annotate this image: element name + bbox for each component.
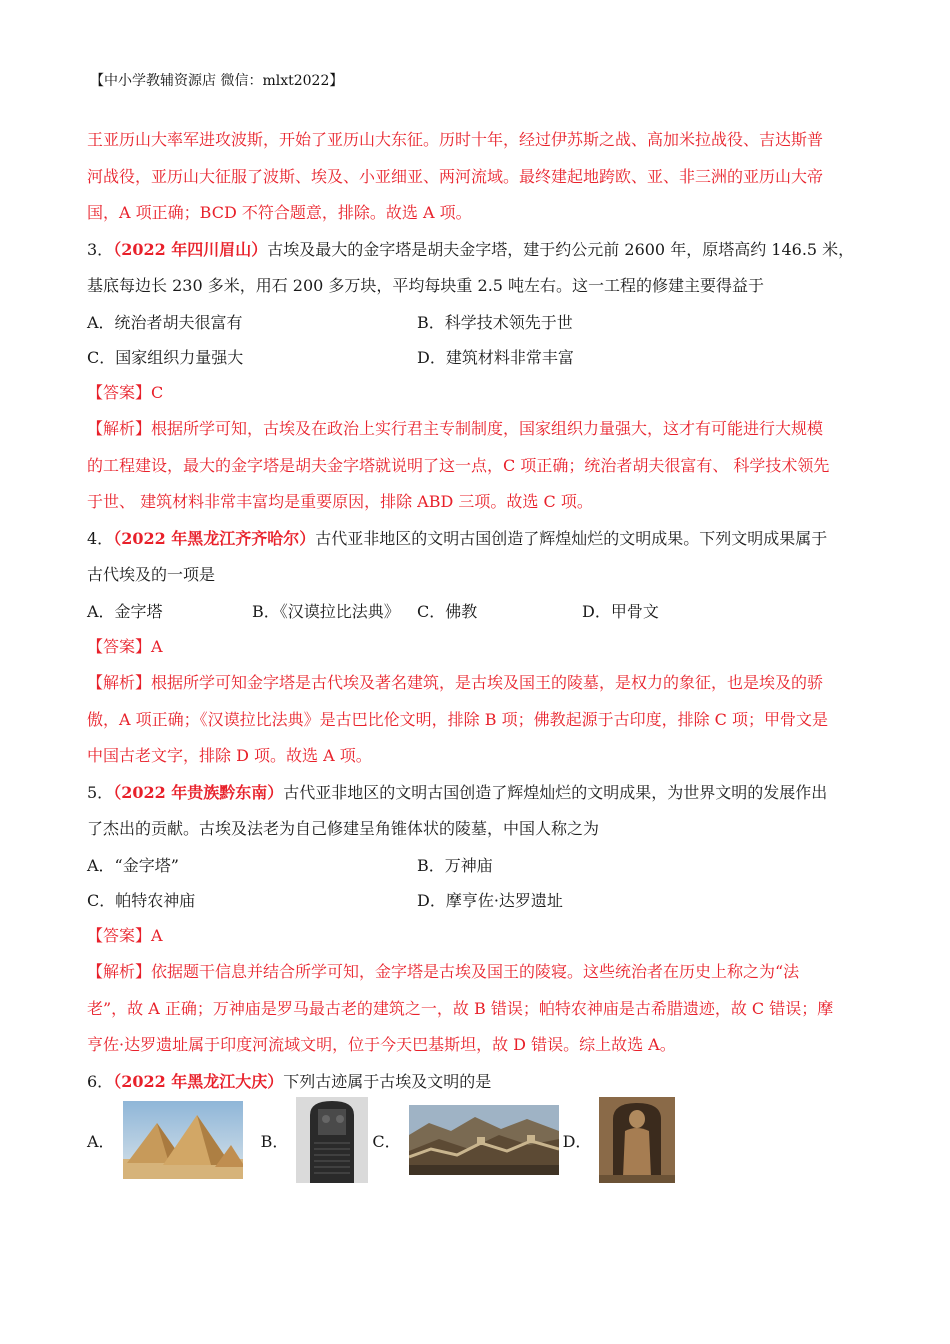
q5-stem-line2: 了杰出的贡献。古埃及法老为自己修建呈角锥体状的陵墓，中国人称之为	[87, 819, 600, 838]
q4-number: 4．	[87, 528, 114, 548]
q4-analysis-line: 【解析】根据所学可知金字塔是古代埃及著名建筑，是古埃及国王的陵墓，是权力的象征，也是埃及的骄	[87, 673, 824, 692]
q2-analysis-line: 王亚历山大率军进攻波斯，开始了亚历山大东征。历时十年，经过伊苏斯之战、高加米拉战役、吉达斯普	[87, 130, 824, 149]
q5-analysis-line: 亨佐·达罗遗址属于印度河流域文明，位于今天巴基斯坦，故 D 错误。综上故选 A。	[87, 1035, 676, 1054]
q3-number: 3．	[87, 239, 114, 259]
q3-option-b: B．科学技术领先于世	[417, 312, 573, 332]
q3-option-c: C．国家组织力量强大	[87, 347, 244, 367]
q6-number: 6．	[87, 1071, 114, 1091]
q4-answer: 【答案】A	[87, 636, 163, 656]
q5-analysis-line: 【解析】依据题干信息并结合所学可知，金字塔是古埃及国王的陵寝。这些统治者在历史上称之为“法	[87, 962, 800, 981]
q5-analysis-line: 老”，故 A 正确；万神庙是罗马最古老的建筑之一，故 B 错误；帕特农神庙是古希腊遗迹，故 C 错误；摩	[87, 998, 834, 1018]
q4-analysis-line: 中国古老文字，排除 D 项。故选 A 项。	[87, 746, 372, 765]
document-body	[87, 122, 867, 1100]
q5-option-a: A．“金字塔”	[87, 855, 179, 875]
q5-stem-text: 古代亚非地区的文明古国创造了辉煌灿烂的文明成果，为世界文明的发展作出	[283, 782, 828, 802]
q4-source: （2022 年黑龙江齐齐哈尔）	[113, 528, 316, 548]
q3-source: （2022 年四川眉山）	[113, 239, 268, 259]
q3-option-a: A．统治者胡夫很富有	[87, 312, 243, 332]
q4-stem-text: 古代亚非地区的文明古国创造了辉煌灿烂的文明成果。下列文明成果属于	[315, 528, 828, 548]
q3-analysis-line: 【解析】根据所学可知，古埃及在政治上实行君主专制制度，国家组织力量强大，这才有可能进行大规模	[87, 419, 824, 438]
pyramids-image	[123, 1101, 243, 1179]
q4-option-b: B．《汉谟拉比法典》	[252, 601, 400, 621]
q6-option-a-label: A．	[87, 1131, 115, 1151]
q5-answer: 【答案】A	[87, 925, 163, 945]
q3-answer: 【答案】C	[87, 382, 164, 402]
q3-option-d: D．建筑材料非常丰富	[417, 347, 574, 367]
q3-options-row	[87, 305, 867, 340]
q5-stem	[87, 775, 867, 812]
q6-stem-text: 下列古迹属于古埃及文明的是	[283, 1071, 492, 1091]
q5-option-d: D．摩亨佐·达罗遗址	[417, 890, 563, 910]
q2-analysis-line: 河战役，亚历山大征服了波斯、埃及、小亚细亚、两河流域。最终建起地跨欧、亚、非三洲的亚历山大帝	[87, 166, 824, 186]
q3-stem	[87, 232, 867, 269]
q3-stem-text: 古埃及最大的金字塔是胡夫金字塔，建于约公元前 2600 年，原塔高约 146.5 米，	[267, 239, 855, 259]
q5-number: 5．	[87, 782, 114, 802]
header-watermark: 【中小学教辅资源店 微信：mlxt2022】	[90, 73, 344, 89]
q4-option-a: A．金字塔	[87, 601, 163, 621]
q6-source: （2022 年黑龙江大庆）	[113, 1071, 284, 1091]
q4-analysis-line: 傲，A 项正确；《汉谟拉比法典》是古巴比伦文明，排除 B 项；佛教起源于古印度，排除 C 项；甲骨文是	[87, 709, 828, 729]
q6-option-d-label: D．	[562, 1131, 592, 1151]
q6-option-b-label: B．	[260, 1131, 289, 1151]
q4-option-c: C．佛教	[417, 601, 478, 621]
q5-option-c: C．帕特农神庙	[87, 890, 196, 910]
q5-option-b: B．万神庙	[417, 855, 493, 875]
q4-stem-line2: 古代埃及的一项是	[87, 565, 216, 584]
great-wall-image	[409, 1105, 559, 1175]
q3-analysis-line: 于世、 建筑材料非常丰富均是重要原因，排除 ABD 三项。故选 C 项。	[87, 492, 593, 511]
q6-image-options	[87, 1095, 675, 1185]
q3-options-row	[87, 340, 867, 375]
q5-options-row	[87, 848, 867, 883]
q4-option-d: D．甲骨文	[582, 601, 659, 621]
q5-source: （2022 年贵族黔东南）	[113, 782, 284, 802]
hammurabi-stele-image	[296, 1097, 368, 1183]
q6-option-c-label: C．	[372, 1131, 401, 1151]
q3-stem-line2: 基底每边长 230 多米，用石 200 多万块，平均每块重 2.5 吨左右。这一工程的修建主要得益于	[87, 276, 765, 295]
bamiyan-buddha-image	[599, 1097, 675, 1183]
q2-analysis-line: 国，A 项正确；BCD 不符合题意，排除。故选 A 项。	[87, 203, 472, 222]
q3-analysis-line: 的工程建设，最大的金字塔是胡夫金字塔就说明了这一点，C 项正确；统治者胡夫很富有、 科学技术领先	[87, 455, 830, 475]
q4-stem	[87, 521, 867, 558]
q5-options-row	[87, 883, 867, 918]
q4-options-row	[87, 594, 867, 629]
